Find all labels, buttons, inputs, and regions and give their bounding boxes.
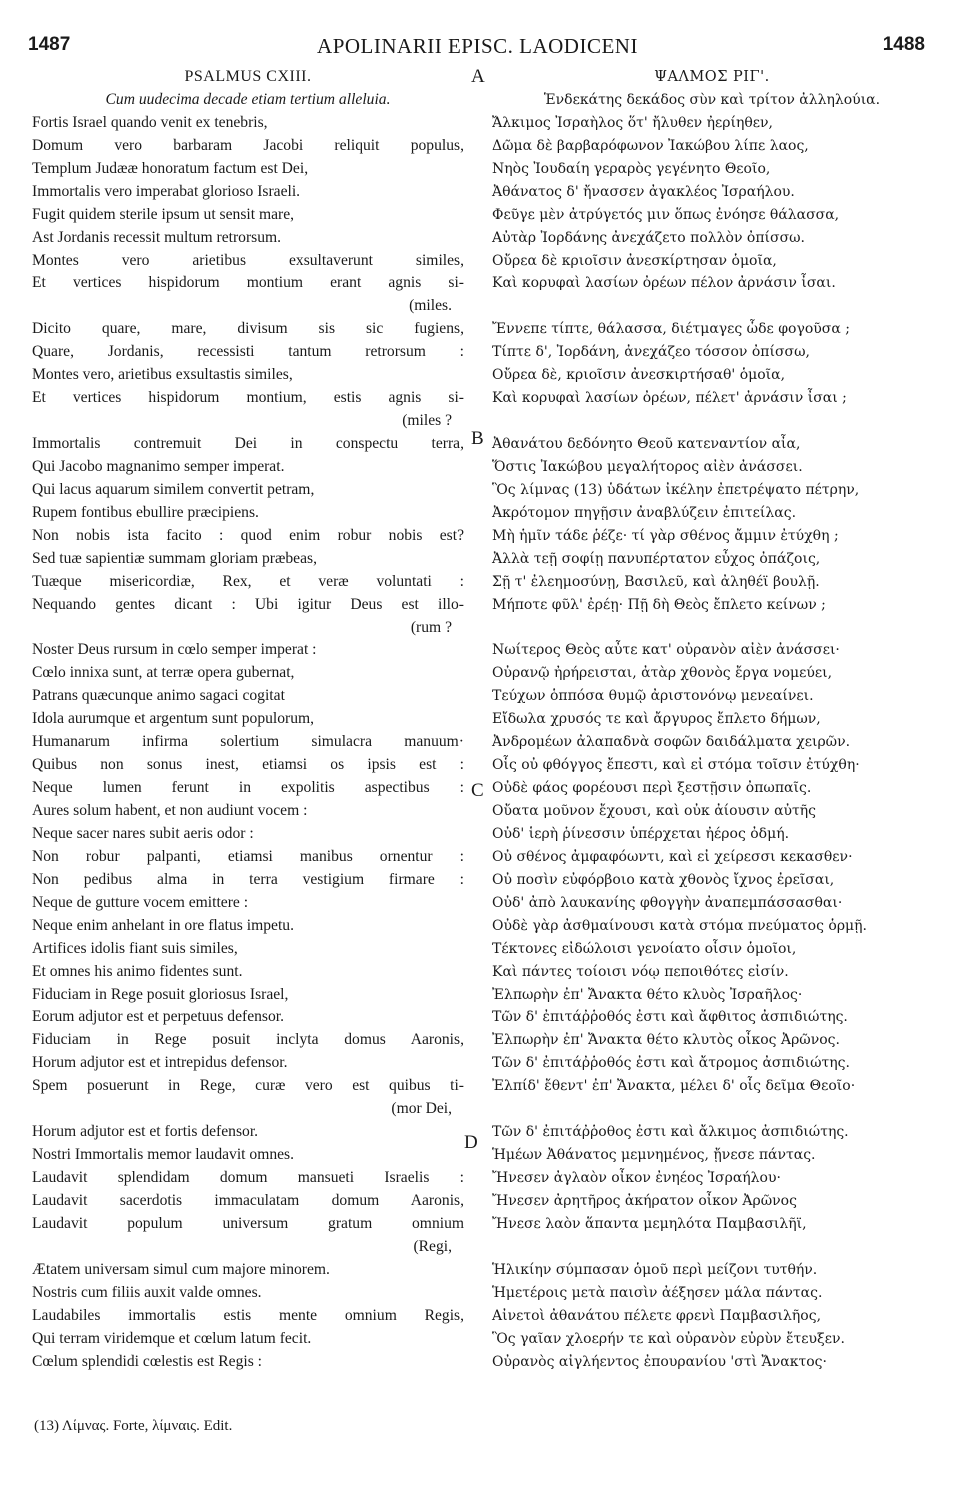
- latin-verse-line: Et omnes his animo fidentes sunt.: [32, 962, 243, 980]
- latin-verse-line: Immortalis contremuit Dei in conspectu terra,: [32, 435, 464, 452]
- latin-verse-line: Fortis Israel quando venit ex tenebris,: [32, 113, 268, 131]
- verse-continuation: (rum ?: [410, 618, 452, 636]
- latin-verse-line: Aures solum habent, et non audiunt vocem :: [32, 802, 308, 819]
- latin-verse-line: Immortalis vero imperabat glorioso Israeli.: [32, 182, 301, 200]
- latin-verse-line: Fugit quidem sterile ipsum ut sensit mare,: [32, 205, 295, 223]
- latin-verse-line: Domum vero barbaram Jacobi reliquit populus,: [32, 136, 464, 154]
- latin-verse-line: Patrans quæcunque animo sagaci cogitat: [32, 687, 285, 705]
- latin-verse-line: Laudabiles immortalis estis mente omnium Regis,: [32, 1306, 464, 1324]
- latin-verse-line: Spem posuerunt in Rege, curæ vero est quibus ti-: [32, 1077, 464, 1095]
- page-number-right: 1488: [882, 34, 925, 55]
- latin-verse-line: Dicito quare, mare, divisum sis sic fugiens,: [32, 320, 464, 338]
- greek-verse-line: Ἡμετέροις μετὰ παισὶν ἀέξησεν μάλα πάντας.: [492, 1284, 823, 1301]
- latin-verse-line: Cœlo innixa sunt, at terræ opera gubernat,: [32, 664, 295, 682]
- greek-verse-line: Τεύχων ὁππόσα θυμῷ ἀριστονόνῳ μενεαίνει.: [492, 688, 814, 705]
- latin-verse-line: Nostri Immortalis memor laudavit omnes.: [32, 1146, 295, 1164]
- greek-verse-line: Μήποτε φῦλ' ἐρέῃ· Πῇ δὴ Θεὸς ἔπλετο κείνων ;: [492, 596, 826, 613]
- latin-verse-line: Montes vero, arietibus exsultastis similes,: [32, 366, 293, 384]
- greek-verse-line: Εἴδωλα χρυσός τε καὶ ἄργυρος ἔπλετο δήμων,: [492, 711, 821, 728]
- latin-psalm-title: PSALMUS CXIII.: [184, 68, 312, 85]
- latin-verse-line: Tuæque misericordiæ, Rex, et veræ voluntati :: [32, 572, 464, 590]
- greek-verse-line: Καὶ κορυφαὶ λασίων ὀρέων πέλον ἀρνάσιν ἶσαι.: [492, 275, 836, 292]
- latin-column: [32, 66, 464, 1373]
- greek-verse-line: Ἤνεσεν ἀρητῆρος ἀκήρατον οἶκον Ἀρῶνος: [492, 1192, 797, 1209]
- greek-verse-line: Οὐδ' ἀπὸ λαυκανίης φθογγὴν ἀναπεμπάσσασθαι·: [492, 894, 843, 911]
- greek-psalm-title: ΨΑΛΜΟΣ ΡΙΓ'.: [654, 69, 770, 85]
- greek-verse-line: Οὐδὲ γὰρ ἀσθμαίνουσι κατὰ στόμα πνεύματος ὁρμῇ.: [492, 917, 867, 934]
- greek-verse-line: Οἷς οὐ φθόγγος ἔπεστι, καὶ εἰ στόμα τοῖσιν ἐτύχθη·: [492, 757, 860, 774]
- latin-verse-line: Laudavit splendidam domum mansueti Israelis :: [32, 1169, 464, 1186]
- greek-verse-line: Αὐτὰρ Ἰορδάνης ἀνεχάζετο πολλὸν ὀπίσσω.: [492, 229, 806, 246]
- latin-psalm-subtitle: Cum uudecima decade etiam tertium alleluia.: [105, 90, 391, 108]
- running-header: [0, 34, 955, 60]
- greek-psalm-subtitle: Ἑνδεκάτης δεκάδος σὺν καὶ τρίτον ἀλληλούια.: [543, 91, 881, 108]
- greek-verse-line: Ἀθανάτου δεδόνητο Θεοῦ κατεναντίον αἶα,: [492, 436, 801, 452]
- greek-verse-line: Ἐλπωρὴν ἐπ' Ἄνακτα θέτο κλυτὸς οἶκος Ἀρῶνος.: [492, 1032, 840, 1049]
- greek-verse-line: Ὃς γαῖαν χλοερήν τε καὶ οὐρανὸν εὐρὺν ἔτευξεν.: [492, 1330, 845, 1347]
- latin-verse-line: Ætatem universam simul cum majore minorem.: [32, 1260, 330, 1278]
- greek-verse-line: Ὃς λίμνας (13) ὑδάτων ἰκέλην ἐπετρέψατο πέτρην,: [492, 481, 860, 498]
- greek-verse-line: Τέκτονες εἰδώλοισι γενοίατο οἷσιν ὁμοῖοι,: [492, 940, 797, 957]
- stanza-gap: [492, 617, 932, 640]
- latin-verse-line: Quare, Jordanis, recessisti tantum retrorsum :: [32, 343, 464, 361]
- greek-verse-line: Νωίτερος Θεὸς αὖτε κατ' οὐρανὸν αἰὲν ἀνάσσει·: [492, 642, 840, 659]
- latin-verse-line: Nostris cum filiis auxit valde omnes.: [32, 1283, 262, 1301]
- greek-verse-line: Ἔννεπε τίπτε, θάλασσα, διέτμαγες ὧδε φογοῦσα ;: [492, 321, 850, 338]
- latin-verse-line: Ast Jordanis recessit multum retrorsum.: [32, 228, 282, 246]
- greek-verse-line: Καὶ πάντες τοίοισι νόῳ πεποιθότες εἰσίν.: [492, 963, 789, 980]
- verse-continuation: (miles.: [409, 297, 452, 315]
- latin-verse-line: Templum Judææ honoratum factum est Dei,: [32, 159, 309, 177]
- greek-verse-line: Τῶν δ' ἐπιτάῤῥοθός ἐστι καὶ ἄτρομος ἀσπιδιώτης.: [492, 1055, 850, 1072]
- greek-verse-line: Ἀλλὰ τεῇ σοφίῃ πανυπέρτατον εὖχος ὀπάζοις,: [492, 550, 821, 567]
- latin-verse-line: Nequando gentes dicant : Ubi igitur Deus est illo-: [32, 595, 464, 613]
- greek-verse-line: Τίπτε δ', Ἰορδάνη, ἀνεχάζεο τόσσον ὀπίσσω,: [492, 344, 810, 361]
- greek-verse-line: Ἀκρότομον πηγῇσιν ἀναβλύζειν ἐπιτείλας.: [492, 504, 797, 521]
- greek-verse-line: Ἀνδρομέων ἀλαπαδνὰ σοφῶν δαιδάλματα χειρῶν.: [492, 734, 851, 751]
- greek-verse-line: Οὐ σθένος ἀμφαφόωντι, καὶ εἰ χείρεσσι κεκασθεν·: [492, 848, 853, 865]
- greek-verse-line: Σῇ τ' ἐλεημοσύνῃ, Βασιλεῦ, καὶ ἀληθέϊ βουλῇ.: [492, 573, 820, 590]
- latin-verse-line: Fiduciam in Rege posuit gloriosus Israel,: [32, 985, 289, 1003]
- latin-verse-line: Non robur palpanti, etiamsi manibus ornentur :: [32, 847, 464, 865]
- latin-verse-line: Laudavit sacerdotis immaculatam domum Aaronis,: [32, 1191, 464, 1209]
- latin-verse-line: Neque lumen ferunt in expolitis aspectibus :: [32, 779, 464, 797]
- greek-verse-line: Μὴ ἡμῖν τάδε ῥέζε· τί γὰρ σθένος ἄμμιν ἐτύχθη ;: [492, 527, 839, 544]
- greek-verse-line: Οὐ ποσὶν εὐφόρβοιο κατὰ χθονὸς ἴχνος ἐρεῖσαι,: [492, 871, 835, 888]
- greek-verse-line: Ἤνεσεν ἀγλαὸν οἶκον ἐνηέος Ἰσραήλου·: [492, 1170, 781, 1186]
- footnote: (13) Λίμνας. Forte, λίμναις. Edit.: [34, 1418, 233, 1434]
- stanza-gap: [492, 295, 932, 318]
- section-marker-b: B: [471, 428, 484, 449]
- latin-verse-line: Humanarum infirma solertium simulacra manuum·: [32, 733, 464, 751]
- latin-verse-line: Neque de gutture vocem emittere :: [32, 893, 249, 911]
- greek-verse-line: Ὅστις Ἰακώβου μεγαλήτορος αἰὲν ἀνάσσει.: [492, 458, 803, 475]
- verse-continuation: (mor Dei,: [391, 1100, 452, 1118]
- section-marker-d: D: [464, 1132, 478, 1153]
- latin-verse-line: Et vertices hispidorum montium, estis agnis si-: [32, 389, 464, 407]
- latin-verse-line: Quibus non sonus inest, etiamsi os ipsis est :: [32, 756, 464, 774]
- section-marker-c: C: [471, 780, 484, 801]
- latin-verse-line: Artifices idolis fiant suis similes,: [32, 939, 238, 957]
- latin-verse-line: Qui terram viridemque et cœlum latum fecit.: [32, 1329, 312, 1347]
- greek-verse-line: Ἡλικίην σύμπασαν ὁμοῦ περὶ μείζονι τυτθήν.: [492, 1261, 818, 1278]
- latin-verse-line: Non pedibus alma in terra vestigium firmare :: [32, 870, 464, 888]
- greek-verse-line: Ἄλκιμος Ἰσραὴλος ὅτ' ἤλυθεν ἠερίηθεν,: [492, 114, 773, 131]
- greek-verse-line: Ἡμέων Ἀθάνατος μεμνημένος, ᾔνεσε πάντας.: [492, 1147, 816, 1164]
- page-number-left: 1487: [28, 34, 71, 55]
- latin-verse-line: Neque enim anhelant in ore flatus impetu.: [32, 916, 294, 934]
- latin-verse-line: Qui Jacobo magnanimo semper imperat.: [32, 457, 285, 475]
- stanza-gap: [492, 1098, 932, 1121]
- greek-verse-line: Οὐδὲ φάος φορέουσι περὶ ξεστῇσιν ὀπωπαῖς.: [492, 780, 812, 797]
- verse-continuation: (Regi,: [413, 1237, 452, 1255]
- latin-verse-line: Horum adjutor est et fortis defensor.: [32, 1123, 259, 1141]
- latin-verse-line: Noster Deus rursum in cœlo semper imperat :: [32, 641, 317, 659]
- verse-continuation: (miles ?: [402, 412, 452, 430]
- greek-verse-line: Οὔρεα δὲ, κριοῖσιν ἀνεσκιρτήσαθ' ὁμοῖα,: [492, 367, 786, 384]
- latin-verse-line: Non nobis ista facito : quod enim robur nobis est?: [32, 526, 464, 544]
- greek-column: [492, 66, 932, 1373]
- greek-verse-line: Οὔρεα δὲ κριοῖσιν ἀνεσκίρτησαν ὁμοῖα,: [492, 252, 777, 269]
- greek-verse-line: Τῶν δ' ἐπιτάῤῥοθός ἐστι καὶ ἄφθιτος ἀσπιδιώτης.: [492, 1009, 848, 1026]
- greek-verse-line: Ἀθάνατος δ' ἤνασσεν ἀγακλέος Ἰσραήλου.: [492, 183, 795, 200]
- greek-verse-line: Τῶν δ' ἐπιτάῤῥοθος ἐστι καὶ ἄλκιμος ἀσπιδιώτης.: [492, 1124, 849, 1141]
- latin-verse-line: Montes vero arietibus exsultaverunt similes,: [32, 251, 464, 269]
- latin-verse-line: Fiduciam in Rege posuit inclyta domus Aaronis,: [32, 1031, 464, 1049]
- greek-verse-line: Ἐλπωρὴν ἐπ' Ἄνακτα θέτο κλυὸς Ἰσραῆλος·: [492, 986, 803, 1003]
- stanza-gap: [492, 1236, 932, 1259]
- greek-verse-line: Φεῦγε μὲν ἀτρύγετός μιν ὅπως ἐνόησε θάλασσα,: [492, 206, 840, 223]
- latin-verse-line: Horum adjutor est et intrepidus defensor.: [32, 1054, 288, 1072]
- latin-verse-line: Cœlum splendidi cœlestis est Regis :: [32, 1352, 263, 1370]
- greek-verse-line: Νηὸς Ἰουδαίη γεραρὸς γεγένητο Θεοῖο,: [492, 160, 771, 177]
- greek-verse-line: Ἤνεσε λαὸν ἅπαντα μεμηλότα Παμβασιλῆϊ,: [492, 1215, 807, 1232]
- greek-verse-line: Ἐλπίδ' ἔθεντ' ἐπ' Ἄνακτα, μέλει δ' οἷς δεῖμα Θεοῖο·: [492, 1078, 856, 1095]
- latin-verse-line: Idola aurumque et argentum sunt populorum,: [32, 710, 315, 728]
- latin-verse-line: Et vertices hispidorum montium erant agnis si-: [32, 274, 464, 292]
- latin-verse-line: Eorum adjutor est et perpetuus defensor.: [32, 1008, 285, 1026]
- greek-verse-line: Καὶ κορυφαὶ λασίων ὀρέων, πέλετ' ἀρνάσιν ἶσαι ;: [492, 390, 847, 407]
- latin-verse-line: Qui lacus aquarum similem convertit petram,: [32, 480, 315, 498]
- section-marker-a: A: [471, 66, 485, 87]
- latin-verse-line: Neque sacer nares subit aeris odor :: [32, 824, 254, 842]
- latin-verse-line: Rupem fontibus ebullire præcipiens.: [32, 503, 259, 521]
- greek-verse-line: Οὐρανῷ ἠρήρεισται, ἀτὰρ χθονὸς ἔργα νομεύει,: [492, 665, 833, 682]
- latin-verse-line: Laudavit populum universum gratum omnium: [32, 1214, 464, 1232]
- greek-verse-line: Οὐρανὸς αἰγλήεντος ἐπουρανίου 'στὶ Ἄνακτος·: [492, 1353, 827, 1370]
- greek-verse-line: Δῶμα δὲ βαρβαρόφωνον Ἰακώβου λίπε λαος,: [492, 137, 809, 154]
- latin-verse-line: Sed tuæ sapientiæ summam gloriam præbeas,: [32, 549, 317, 567]
- running-title: APOLINARII EPISC. LAODICENI: [317, 34, 638, 58]
- stanza-gap: [492, 410, 932, 433]
- greek-verse-line: Οὔατα μοῦνον ἔχουσι, καὶ οὐκ ἀίουσιν αὐτῆς: [492, 803, 817, 819]
- greek-verse-line: Οὐδ' ἱερὴ ῥίνεσσιν ὑπέρχεται ἠέρος ὀδμή.: [492, 825, 790, 842]
- greek-verse-line: Αἰνετοὶ ἀθανάτου πέλετε φρενὶ Παμβασιλῆος,: [492, 1307, 822, 1324]
